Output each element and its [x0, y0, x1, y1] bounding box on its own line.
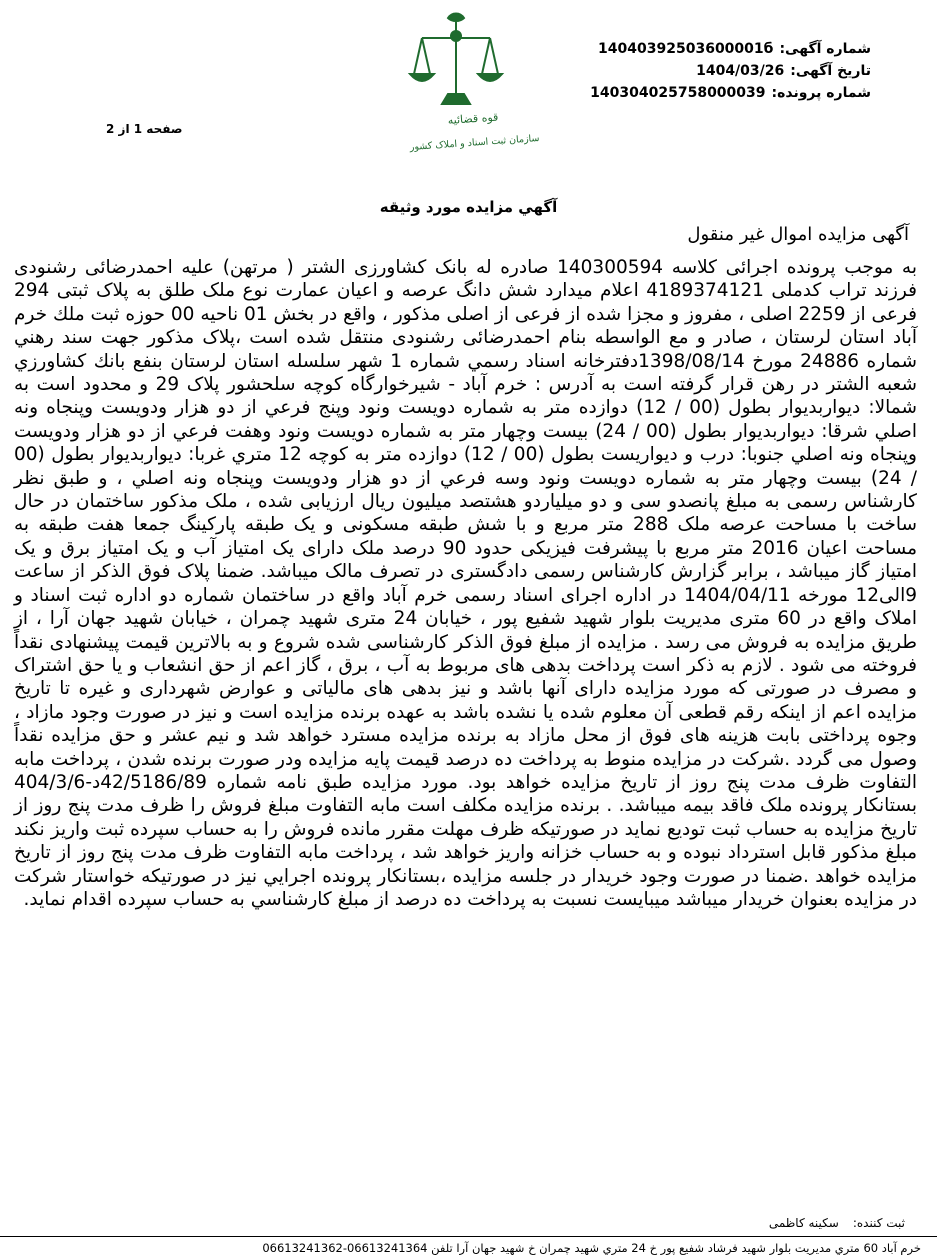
footer-divider — [0, 1236, 937, 1237]
judiciary-scales-emblem-icon — [408, 8, 540, 158]
ad-date: 1404/03/26 — [696, 63, 785, 79]
ad-number-row — [584, 38, 871, 60]
notice-body — [14, 256, 917, 1126]
ad-date-row — [584, 60, 871, 82]
ad-metadata — [584, 38, 871, 104]
file-number-label: شماره پرونده: — [771, 85, 871, 101]
registrar — [755, 1216, 905, 1230]
document-title: آگهي مزايده مورد وثيقه — [379, 198, 558, 216]
ad-number-label: شماره آگهی: — [779, 41, 871, 57]
footer-address: خرم آباد 60 متري مديريت بلوار شهيد فرشاد شفيع پور خ 24 متري شهيد چمران خ شهيد جهان آرا تلفن 06613241364-06613241362 — [262, 1241, 921, 1255]
file-number-row — [584, 82, 871, 104]
page-indicator: صفحه 1 از 2 — [106, 122, 183, 136]
ad-number: 14040392503600001б — [598, 41, 774, 57]
document-subtitle: آگهی مزایده اموال غیر منقول — [687, 224, 909, 245]
ad-date-label: تاریخ آگهی: — [790, 63, 871, 79]
notice-paragraph: به موجب پرونده اجرائی کلاسه 140300594 صادره له بانک کشاورزی الشتر ( مرتهن) علیه احمدرضائی رشنودی فرزند تراب کدملی 4189374121 اعلام میدارد شش دانگ عرصه و اعیان عمارت نوع ملک طلق به پلاک ثبتی 294 فرعی از 2259 اصلی ، مفروز و مجزا شده از فرعی از اصلی مذکور ، واقع در بخش 01 ناحیه 00 حوزه ثبت ملك خرم آباد استان لرستان ، صادر و مع الواسطه بنام احمدرضائی رشنودی منتقل شده است ،پلاک مذکور جهت سند رهني شماره 24886 مورخ 1398/08/14دفترخانه اسناد رسمي شماره 1 شهر سلسله استان لرستان بنفع بانك كشاورزي شعبه الشتر در رهن قرار گرفته است به آدرس : خرم آباد - شیرخوارگاه کوچه سلحشور پلاک 29 و محدود است به شمالا: ديواربديوار بطول (00 / 12) دوازده متر به شماره دويست ونود وپنج فرعي از دو هزار ودويست وپنجاه ونه اصلي شرقا: ديواربديوار بطول (00 / 24) بيست وچهار متر به شماره دويست ونود وهفت فرعي از دو هزار ودويست وپنجاه ونه اصلي جنوبا: درب و ديواريست بطول (00 / 12) دوازده متر به كوچه 12 متري غربا: ديواربديوار بطول (00 / 24) بيست وچهار متر به شماره دويست ونود وسه فرعي از دو هزار ودويست وپنجاه ونه اصلي ، و طبق نظر کارشناس رسمی به مبلغ پانصدو سی و دو میلیاردو هشتصد میلیون ریال ارزیابی شده ، ملک مذکور ساختمان در حال ساخت با مساحت عرصه ملک 288 متر مربع و با شش طبقه مسکونی و یک طبقه پارکینگ جمعا هفت طبقه به مساحت اعیان 2016 متر مربع با پیشرفت فیزیکی حدود 90 درصد ملک دارای یک امتیاز آب و یک امتیاز برق و یک امتیاز گاز میباشد ، برابر گزارش کارشناس رسمی دادگستری در تصرف مالک میباشد. ضمنا پلاک فوق الذکر از ساعت 9الی12 مورخه 1404/04/11 در اداره اجرای اسناد رسمی خرم آباد واقع در ساختمان شماره دو اداره ثبت اسناد و املاک واقع در 60 متری مدیریت بلوار شهید شفیع پور ، خیابان 24 متری شهید چمران ، خیابان شهید جهان آرا ، از طریق مزایده به فروش می رسد . مزایده از مبلغ فوق الذکر کارشناسی شده شروع و به بالاترین قیمت پیشنهادی نقداً فروخته می شود . لازم به ذکر است پرداخت بدهی های مربوط به آب ، برق ، گاز اعم از حق انشعاب و یا حق اشتراک و مصرف در صورتی که مورد مزایده دارای آنها باشد و نیز بدهی های مالیاتی و عوارض شهرداری و غیره تا تاریخ مزایده اعم از اینکه رقم قطعی آن معلوم شده یا نشده باشد به عهده برنده مزایده است و نیز در صورت وجود مازاد ، وجوه پرداختی بابت هزینه های فوق از محل مازاد به برنده مزایده مسترد خواهد شد و نیم عشر و حق مزایده نقداً وصول می گردد .شرکت در مزایده منوط به پرداخت ده درصد قیمت پایه مزایده ودر صورت برنده شدن ، پرداخت مابه التفاوت ظرف مدت پنج روز از تاریخ مزایده خواهد بود. مورد مزایده طبق نامه شماره 42/5186/89د-404/3/6 بستانکار پرونده ملک فاقد بیمه میباشد. . برنده مزایده مکلف است مابه التفاوت مبلغ فروش را ظرف مدت پنج روز از تاریخ مزایده به حساب ثبت تودیع نماید در صورتیکه ظرف مهلت مقرر مانده فروش را به حساب سپرده ثبت واریز نکند مبلغ مذکور قابل استرداد نبوده و به حساب خزانه واریز خواهد شد ، پرداخت مابه التفاوت ظرف مدت پنج روز از تاریخ مزایده خواهد .ضمنا در صورت وجود خریدار در جلسه مزایده ،بستانكار پرونده اجرايي نيز در صورتيكه خواستار شركت در مزايده بعنوان خريدار ميباشد ميبايست نسبت به پرداخت ده درصد از مبلغ كارشناسي به حساب سپرده اقدام نمايد. — [14, 257, 918, 910]
registrar-label: ثبت کننده: — [852, 1216, 905, 1230]
registrar-name: سکینه کاظمی — [768, 1216, 839, 1230]
file-number: 14030402575800003​9 — [590, 85, 766, 101]
svg-text:قوه قضائیه: قوه قضائیه — [447, 110, 499, 127]
svg-text:سازمان ثبت اسناد و املاک کشور: سازمان ثبت اسناد و املاک کشور — [409, 132, 540, 153]
